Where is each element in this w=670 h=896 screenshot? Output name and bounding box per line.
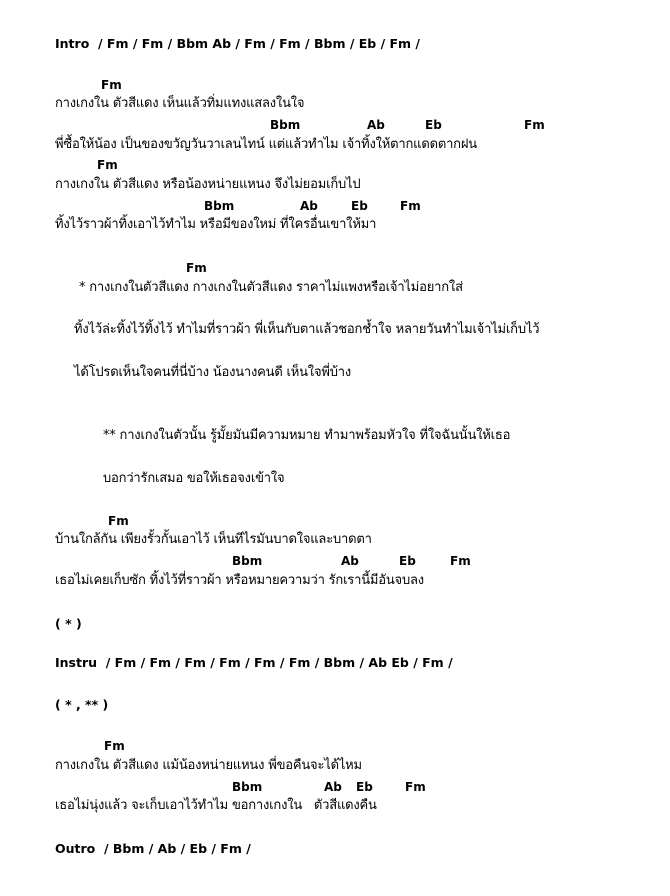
lyric-line: ทิ้งไว้ล่ะทิ้งไว้ทิ้งไว้ ทำไมที่ราวผ้า พี่เห็นกับตาแล้วชอกช้ำใจ หลายวันทำไมเจ้าไม่เก็บไว้ (74, 322, 540, 337)
chord: Eb (356, 780, 373, 794)
chord: Ab (324, 780, 342, 794)
repeat-marker: ( * ) (55, 616, 82, 631)
lyric-line: กางเกงใน ตัวสีแดง หรือน้องหน่ายแหนง จึงไม่ยอมเก็บไป (55, 177, 361, 192)
chord: Fm (400, 199, 421, 213)
chord: Ab (300, 199, 318, 213)
intro-label: Intro (55, 36, 90, 51)
outro-progression: / Bbm / Ab / Eb / Fm / (95, 841, 251, 856)
chord: Fm (405, 780, 426, 794)
lyric-line: กางเกงใน ตัวสีแดง เห็นแล้วทิ่มแทงแสลงในใจ (55, 96, 305, 111)
outro-label: Outro (55, 841, 96, 856)
lyric-line: ได้โปรดเห็นใจคนที่นี่บ้าง น้องนางคนดี เห็นใจพี่บ้าง (74, 365, 352, 380)
repeat-marker: ( * , ** ) (55, 697, 109, 712)
intro-line (55, 36, 420, 52)
chord: Fm (524, 118, 545, 132)
chord: Ab (341, 554, 359, 568)
chord: Fm (101, 78, 122, 92)
lyric-line: ทิ้งไว้ราวผ้าทิ้งเอาไว้ทำไม หรือมีของใหม่ ที่ใครอื่นเขาให้มา (55, 217, 377, 232)
lyric-line: บ้านใกล้กัน เพียงรั้วกั้นเอาไว้ เห็นทีไรมันบาดใจและบาดตา (55, 532, 372, 547)
chord: Eb (425, 118, 442, 132)
chord: Fm (108, 514, 129, 528)
chord: Eb (351, 199, 368, 213)
chord: Fm (97, 158, 118, 172)
instru-label: Instru (55, 655, 98, 670)
lyric-line: เธอไม่เคยเก็บซัก ทิ้งไว้ที่ราวผ้า หรือหมายความว่า รักเรานี้มีอันจบลง (55, 573, 424, 588)
chord: Ab (367, 118, 385, 132)
lyric-line: พี่ซื้อให้น้อง เป็นของขวัญวันวาเลนไทน์ แต่แล้วทำไม เจ้าทิ้งให้ตากแดดตากฝน (55, 137, 477, 152)
lyric-line: บอกว่ารักเสมอ ขอให้เธอจงเข้าใจ (103, 471, 285, 486)
lyric-line: เธอไม่นุ่งแล้ว จะเก็บเอาไว้ทำไม ขอกางเกงใน ตัวสีแดงคืน (55, 798, 377, 813)
lyric-line: ** กางเกงในตัวนั้น รู้มั้ยมันมีความหมาย ทำมาพร้อมหัวใจ ที่ใจฉันนั้นให้เธอ (103, 428, 511, 443)
instru-line (55, 655, 453, 671)
chord: Fm (186, 261, 207, 275)
outro-line (55, 841, 251, 857)
lyric-line: กางเกงใน ตัวสีแดง แม้น้องหน่ายแหนง พี่ขอคืนจะได้ไหม (55, 758, 362, 773)
chord: Bbm (270, 118, 301, 132)
chord: Fm (450, 554, 471, 568)
chord: Eb (399, 554, 416, 568)
lyric-line: * กางเกงในตัวสีแดง กางเกงในตัวสีแดง ราคาไม่แพงหรือเจ้าไม่อยากใส่ (79, 280, 463, 295)
chord: Fm (104, 739, 125, 753)
instru-progression: / Fm / Fm / Fm / Fm / Fm / Fm / Bbm / Ab Eb / Fm / (97, 655, 453, 670)
chord: Bbm (232, 780, 263, 794)
chord: Bbm (232, 554, 263, 568)
intro-progression: / Fm / Fm / Bbm Ab / Fm / Fm / Bbm / Eb / Fm / (89, 36, 420, 51)
chord: Bbm (204, 199, 235, 213)
